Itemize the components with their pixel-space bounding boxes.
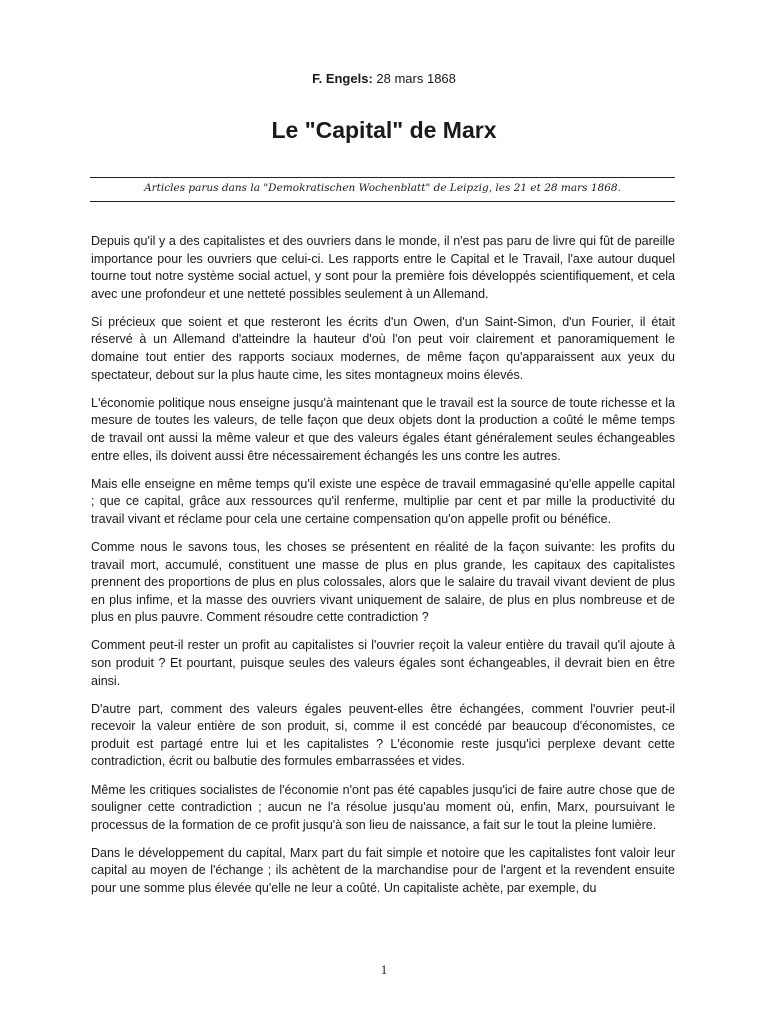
- bottom-rule: [90, 201, 675, 202]
- paragraph: Mais elle enseigne en même temps qu'il existe une espèce de travail emmagasiné qu'elle appelle capital ; que ce capital, grâce aux ressources qu'il renferme, multiplie par cent et par mille la productivité du travail vivant et réclame pour cela une certaine compensation qu'on appelle profit ou bénéfice.: [91, 476, 675, 526]
- paragraph: Comment peut-il rester un profit au capitalistes si l'ouvrier reçoit la valeur entière du travail qu'il ajoute à son produit ? Et pourtant, puisque seules des valeurs égales sont échangeables, il devrait bien en être ainsi.: [91, 638, 675, 688]
- document-subtitle: Articles parus dans la "Demokratischen Wochenblatt" de Leipzig, les 21 et 28 mars 1868.: [144, 182, 621, 194]
- top-rule: [90, 177, 675, 178]
- paragraph: D'autre part, comment des valeurs égales peuvent-elles être échangées, comment l'ouvrier peut-il recevoir la valeur entière de son produit, si, comme il est concédé par beaucoup d'économistes, ce produit est partagé entre lui et les capitalistes ? L'économie reste jusqu'ici perplexe devant cette contradiction, écrit ou balbutie des formules embarrassées et vides.: [91, 701, 675, 769]
- paragraph: Depuis qu'il y a des capitalistes et des ouvriers dans le monde, il n'est pas paru de livre qui fût de pareille importance pour les ouvriers que celui-ci. Les rapports entre le Capital et le Travail, l'axe autour duquel tourne tout notre système social actuel, y sont pour la première fois développés scientifiquement, et cela avec une profondeur et une netteté possibles seulement à un Allemand.: [91, 234, 675, 301]
- paragraph: Comme nous le savons tous, les choses se présentent en réalité de la façon suivante: les profits du travail mort, accumulé, constituent une masse de plus en plus grande, les capitaux des capitalistes prennent des proportions de plus en plus colossales, alors que le salaire du travail vivant devient de plus en plus infime, et la masse des ouvriers vivant uniquement de salaire, de plus en plus nombreuse et de plus en plus pauvre. Comment résoudre cette contradiction ?: [91, 539, 675, 625]
- article-body: [91, 233, 675, 908]
- page-number: 1: [380, 962, 388, 977]
- document-title: Le "Capital" de Marx: [271, 117, 497, 143]
- author: F. Engels:: [312, 71, 373, 86]
- byline: [0, 70, 768, 88]
- paragraph: L'économie politique nous enseigne jusqu'à maintenant que le travail est la source de toute richesse et la mesure de toutes les valeurs, de telle façon que deux objets dont la production a coûté le même temps de travail ont aussi la même valeur et que des valeurs égales étant généralement seules échangeables entre elles, ils doivent aussi être nécessairement échangés les uns contre les autres.: [91, 395, 675, 463]
- paragraph: Si précieux que soient et que resteront les écrits d'un Owen, d'un Saint-Simon, d'un Fourier, il était réservé à un Allemand d'atteindre la hauteur d'où l'on peut voir clairement et panoramiquement le domaine tout entier des rapports sociaux modernes, de même façon qu'apparaissent aux yeux du spectateur, debout sur la plus haute cime, les sites montagneux moins élevés.: [91, 314, 675, 382]
- paragraph: Même les critiques socialistes de l'économie n'ont pas été capables jusqu'ici de faire autre chose que de souligner cette contradiction ; aucun ne l'a résolue jusqu'au moment où, enfin, Marx, poursuivant le processus de la formation de ce profit jusqu'à son lieu de naissance, a fait sur le tout la pleine lumière.: [91, 782, 675, 832]
- date: 28 mars 1868: [372, 71, 456, 86]
- paragraph: Dans le développement du capital, Marx part du fait simple et notoire que les capitalistes font valoir leur capital au moyen de l'échange ; ils achètent de la marchandise pour de l'argent et la revendent ensuite pour une somme plus élevée qu'elle ne leur a coûté. Un capitaliste achète, par exemple, du: [91, 845, 675, 895]
